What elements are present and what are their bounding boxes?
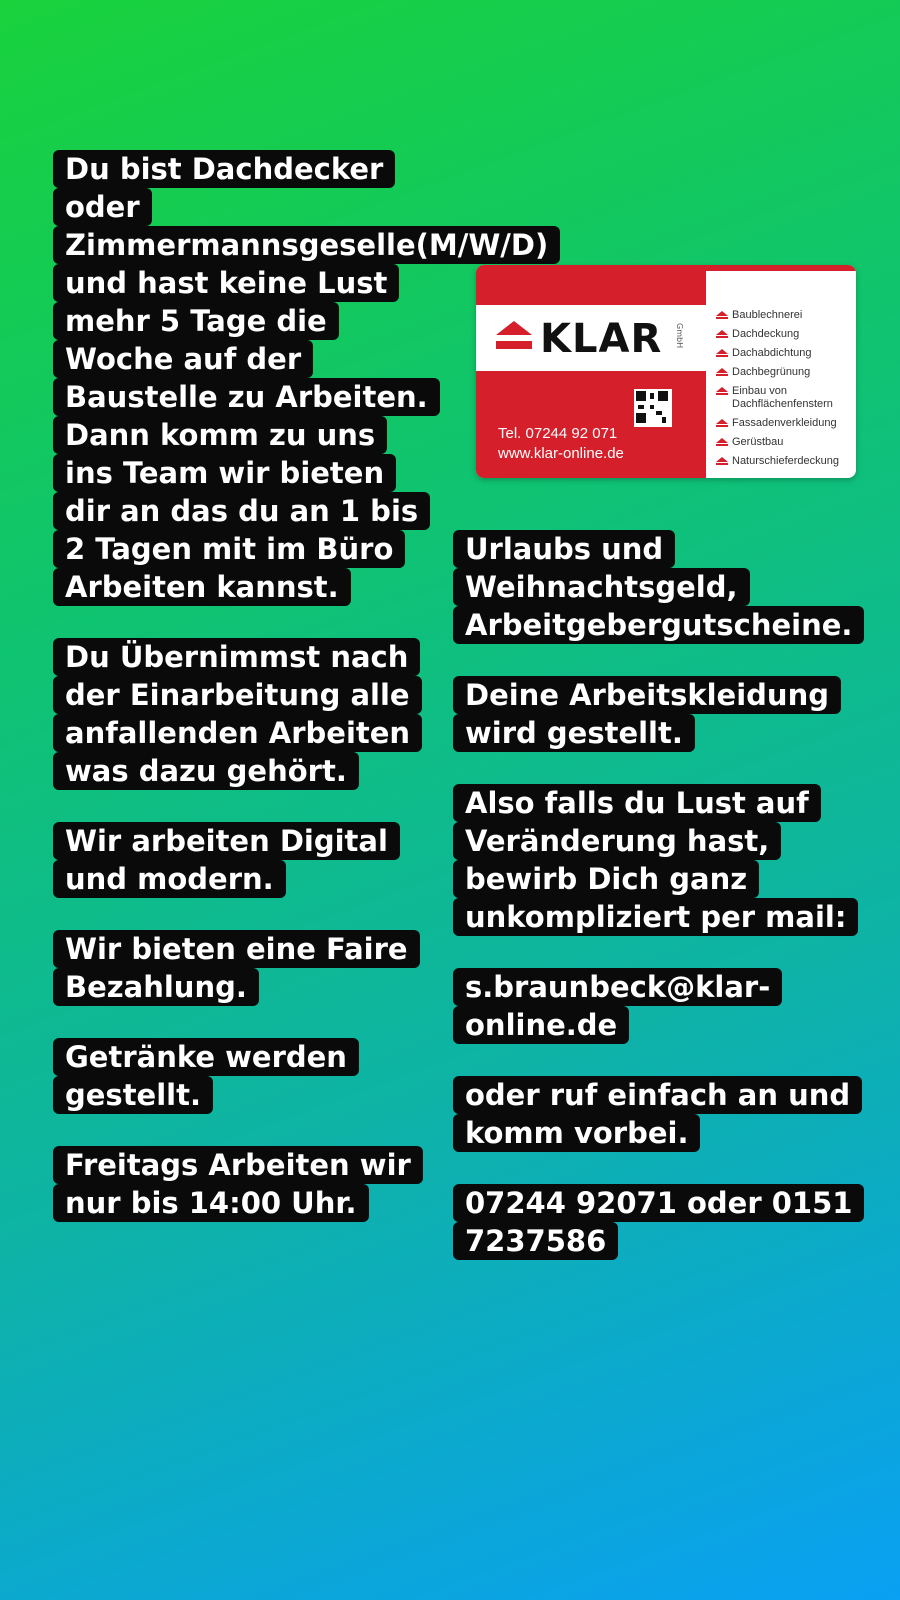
pay-text: Wir bieten eine Faire Bezahlung. xyxy=(53,930,420,1006)
clothing-text: Deine Arbeitskleidung wird gestellt. xyxy=(453,676,841,752)
text-block-email[interactable] xyxy=(453,968,873,1044)
roof-bullet-icon xyxy=(716,419,728,424)
call-text: oder ruf einfach an und komm vorbei. xyxy=(453,1076,862,1152)
text-block-bonus xyxy=(453,530,873,644)
service-item: Dachdeckung xyxy=(716,328,856,341)
text-block-drinks xyxy=(53,1038,433,1114)
text-block-phone[interactable] xyxy=(453,1184,873,1260)
roof-bullet-icon xyxy=(716,387,728,392)
roof-logo-bar xyxy=(496,341,532,349)
text-block-intro xyxy=(53,150,549,606)
text-block-call xyxy=(453,1076,873,1152)
roof-logo-icon xyxy=(496,321,532,335)
business-card xyxy=(476,265,856,478)
email-link[interactable]: s.braunbeck@klar-online.de xyxy=(453,968,782,1044)
roof-bullet-icon xyxy=(716,457,728,462)
drinks-text: Getränke werden gestellt. xyxy=(53,1038,359,1114)
digital-text: Wir arbeiten Digital und modern. xyxy=(53,822,400,898)
text-block-pay xyxy=(53,930,433,1006)
service-item: Dachabdichtung xyxy=(716,347,856,360)
logo-area xyxy=(476,305,706,371)
left-column xyxy=(53,150,549,1254)
service-item: Baublechnerei xyxy=(716,309,856,322)
friday-text: Freitags Arbeiten wir nur bis 14:00 Uhr. xyxy=(53,1146,423,1222)
text-block-apply xyxy=(453,784,873,936)
service-item: Naturschieferdeckung xyxy=(716,455,856,468)
roof-bullet-icon xyxy=(716,330,728,335)
card-website: www.klar-online.de xyxy=(498,445,624,462)
text-block-friday xyxy=(53,1146,433,1222)
services-list xyxy=(716,309,856,474)
company-suffix: GmbH xyxy=(675,323,684,349)
bonus-text: Urlaubs und Weihnachtsgeld, Arbeitgebergutscheine. xyxy=(453,530,864,644)
service-item: Gerüstbau xyxy=(716,436,856,449)
service-item: Fassadenverkleidung xyxy=(716,417,856,430)
company-logo-text: KLAR xyxy=(540,316,663,362)
phone-link[interactable]: 07244 92071 oder 0151 7237586 xyxy=(453,1184,864,1260)
qr-code-icon xyxy=(634,389,672,427)
text-block-tasks xyxy=(53,638,433,790)
service-item: Dachbegrünung xyxy=(716,366,856,379)
intro-text: Du bist Dachdecker oder Zimmermannsgeselle(M/W/D) und hast keine Lust mehr 5 Tage die Woche auf der Baustelle zu Arbeiten. Dann komm zu uns ins Team wir bieten dir an das du an 1 bis 2 Tagen mit im Büro Arbeiten kannst. xyxy=(53,150,560,606)
service-item: Einbau von Dachflächenfenstern xyxy=(716,385,856,411)
tasks-text: Du Übernimmst nach der Einarbeitung alle anfallenden Arbeiten was dazu gehört. xyxy=(53,638,422,790)
card-phone: Tel. 07244 92 071 xyxy=(498,425,618,442)
text-block-digital xyxy=(53,822,433,898)
roof-bullet-icon xyxy=(716,438,728,443)
roof-bullet-icon xyxy=(716,349,728,354)
right-column xyxy=(453,530,873,1292)
roof-bullet-icon xyxy=(716,311,728,316)
card-red-strip xyxy=(706,265,856,271)
text-block-clothing xyxy=(453,676,873,752)
roof-bullet-icon xyxy=(716,368,728,373)
apply-text: Also falls du Lust auf Veränderung hast, bewirb Dich ganz unkompliziert per mail: xyxy=(453,784,858,936)
